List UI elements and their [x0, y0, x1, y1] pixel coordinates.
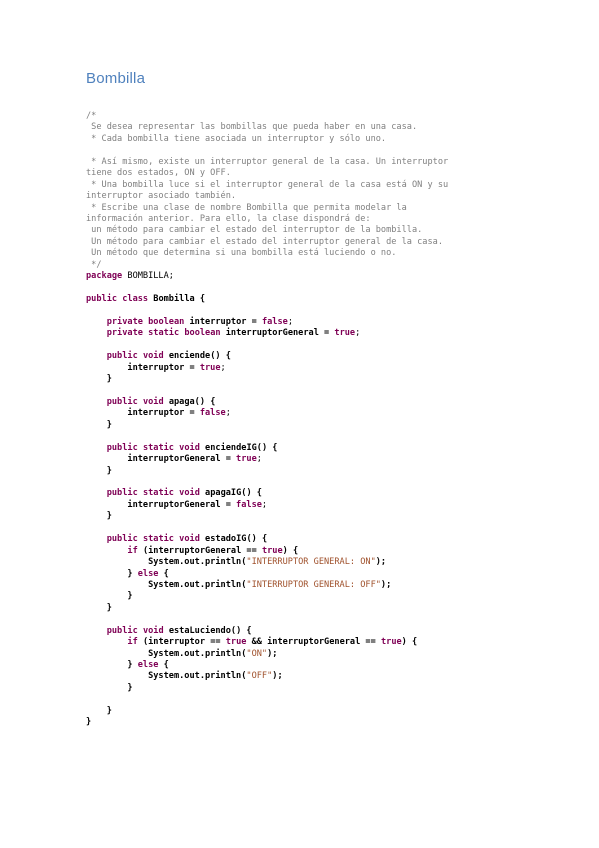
code-token: { [158, 660, 169, 670]
code-line [86, 305, 448, 316]
code-token: false [199, 408, 226, 419]
code-token: ; [225, 408, 231, 419]
code-line [86, 271, 448, 282]
code-token: System.out.println( [86, 579, 247, 590]
code-line [86, 488, 448, 499]
code-line [86, 351, 448, 362]
code-token: public [106, 534, 138, 545]
code-line [86, 580, 448, 591]
code-token: ) { [401, 637, 418, 648]
code-token [86, 534, 107, 544]
code-token: true [236, 454, 257, 465]
code-token: else [137, 568, 159, 579]
code-line [86, 294, 448, 305]
code-token: false [261, 316, 288, 327]
code-line [86, 317, 448, 328]
code-token: ) { [282, 545, 299, 556]
code-token: } [86, 419, 112, 430]
code-token: public [106, 351, 138, 362]
code-token: boolean [148, 316, 185, 327]
code-token: private [106, 316, 143, 327]
code-token: public [106, 488, 138, 499]
code-token: } [86, 602, 112, 613]
code-line [86, 214, 448, 225]
code-line [86, 180, 448, 191]
code-line [86, 408, 448, 419]
code-token: interruptorGeneral = [86, 499, 237, 510]
code-token: public [86, 294, 118, 304]
code-block [86, 111, 448, 729]
code-token [86, 626, 107, 636]
code-line [86, 328, 448, 339]
code-token: "OFF" [246, 671, 273, 682]
code-line [86, 694, 448, 705]
code-token: (interruptor == [137, 637, 226, 648]
code-token: true [199, 362, 221, 373]
code-token: boolean [184, 328, 221, 339]
code-token [86, 443, 107, 453]
code-token: * Escribe una clase de nombre Bombilla que permita modelar la [86, 202, 407, 213]
code-token: static [148, 328, 180, 339]
code-token: true [225, 637, 247, 648]
code-token [86, 317, 107, 327]
code-token: } [86, 705, 112, 716]
code-line [86, 260, 448, 271]
code-token: ; [355, 328, 361, 339]
code-token: "ON" [246, 648, 268, 659]
code-line [86, 134, 448, 145]
code-token: public [106, 396, 138, 407]
code-line [86, 122, 448, 133]
code-token: } [86, 591, 133, 602]
code-line [86, 614, 448, 625]
code-token: true [380, 637, 402, 648]
code-line [86, 591, 448, 602]
code-line [86, 534, 448, 545]
code-token: /* [86, 111, 97, 121]
code-token: void [142, 625, 164, 636]
code-token: static [142, 534, 174, 545]
code-token: ; [256, 454, 262, 465]
code-token: } [86, 660, 138, 670]
code-token: class [122, 294, 149, 304]
code-line [86, 374, 448, 385]
code-line [86, 443, 448, 454]
code-token: "INTERRUPTOR GENERAL: OFF" [246, 579, 381, 590]
code-token [86, 637, 127, 647]
code-token: apagaIG() { [199, 488, 262, 499]
code-line [86, 569, 448, 580]
code-token: */ [86, 259, 102, 270]
code-token: System.out.println( [86, 671, 247, 682]
code-token [86, 488, 107, 498]
code-token [86, 328, 107, 338]
code-token: estadoIG() { [199, 534, 268, 545]
code-token: } [86, 374, 112, 385]
code-line [86, 500, 448, 511]
code-token: if [127, 637, 138, 648]
code-token: && interruptorGeneral == [246, 637, 381, 648]
code-line [86, 649, 448, 660]
code-token: void [179, 534, 200, 545]
code-token: enciendeIG() { [199, 442, 278, 453]
code-token: if [127, 545, 138, 556]
code-token: (interruptorGeneral == [137, 545, 262, 556]
code-line [86, 603, 448, 614]
code-token: * Así mismo, existe un interruptor general de la casa. Un interruptor [86, 156, 449, 167]
code-token: } [86, 717, 92, 728]
code-token: public [106, 625, 138, 636]
code-token: información anterior. Para ello, la clase dispondrá de: [86, 213, 371, 224]
code-token: * Una bombilla luce si el interruptor general de la casa está ON y su [86, 179, 449, 190]
code-line [86, 683, 448, 694]
code-token: Un método para cambiar el estado del interruptor general de la casa. [86, 236, 443, 247]
code-line [86, 511, 448, 522]
code-token [86, 546, 127, 556]
code-token [86, 397, 107, 407]
code-line [86, 225, 448, 236]
code-token: BOMBILLA; [122, 271, 174, 282]
code-token: ; [220, 362, 226, 373]
code-line [86, 626, 448, 637]
code-line [86, 671, 448, 682]
code-token: static [142, 488, 174, 499]
code-line [86, 237, 448, 248]
code-token: Se desea representar las bombillas que pueda haber en una casa. [86, 122, 418, 133]
code-token: void [142, 396, 164, 407]
code-token: System.out.println( [86, 648, 247, 659]
code-token: interruptorGeneral = [220, 328, 335, 339]
code-token: } [86, 568, 138, 579]
code-token: tiene dos estados, ON y OFF. [86, 168, 231, 179]
code-line [86, 706, 448, 717]
code-token: private [106, 328, 143, 339]
code-token: false [236, 499, 262, 510]
code-line [86, 191, 448, 202]
code-line [86, 168, 448, 179]
code-token: interruptor asociado también. [86, 191, 237, 202]
code-token: else [137, 660, 159, 670]
code-line [86, 386, 448, 397]
code-token: ); [380, 579, 392, 590]
code-token: ); [272, 671, 283, 682]
code-line [86, 477, 448, 488]
code-line [86, 248, 448, 259]
code-token: interruptorGeneral = [86, 454, 237, 465]
code-line [86, 363, 448, 374]
code-line [86, 454, 448, 465]
code-token: ; [287, 316, 293, 327]
code-line [86, 283, 448, 294]
code-token: ); [267, 648, 278, 659]
code-token: } [86, 465, 112, 476]
code-line [86, 557, 448, 568]
code-token: } [86, 511, 112, 522]
code-token: interruptor = [86, 362, 200, 373]
code-token: interruptor = [86, 408, 200, 419]
code-line [86, 420, 448, 431]
code-line [86, 397, 448, 408]
code-token: static [142, 442, 174, 453]
code-token: interruptor = [184, 316, 262, 327]
code-line [86, 145, 448, 156]
code-token: void [179, 488, 200, 499]
code-token: true [261, 545, 283, 556]
code-line [86, 111, 448, 122]
code-token: enciende() { [163, 351, 231, 362]
code-token: } [86, 682, 133, 693]
code-line [86, 203, 448, 214]
document-title: Bombilla [86, 70, 146, 87]
code-token: Bombilla { [148, 294, 206, 304]
code-token: package [86, 271, 123, 282]
code-line [86, 466, 448, 477]
code-token [86, 351, 107, 361]
code-line [86, 660, 448, 671]
code-token: System.out.println( [86, 557, 247, 568]
code-token: un método para cambiar el estado del interruptor de la bombilla. [86, 225, 423, 236]
code-line [86, 340, 448, 351]
code-token: ; [261, 499, 268, 510]
code-token: void [142, 351, 164, 362]
code-token: apaga() { [163, 396, 216, 407]
code-line [86, 523, 448, 534]
code-token: public [106, 442, 138, 453]
code-line [86, 546, 448, 557]
code-token: "INTERRUPTOR GENERAL: ON" [246, 557, 376, 568]
code-line [86, 637, 448, 648]
code-token: * Cada bombilla tiene asociada un interruptor y sólo uno. [86, 133, 387, 144]
code-token: estaLuciendo() { [163, 625, 252, 636]
code-token: ); [375, 557, 387, 568]
code-line [86, 717, 448, 728]
code-line [86, 431, 448, 442]
code-token: void [179, 442, 200, 453]
code-token: true [334, 328, 356, 339]
code-token: { [158, 568, 169, 579]
code-token: Un método que determina si una bombilla está luciendo o no. [86, 248, 397, 259]
code-line [86, 157, 448, 168]
